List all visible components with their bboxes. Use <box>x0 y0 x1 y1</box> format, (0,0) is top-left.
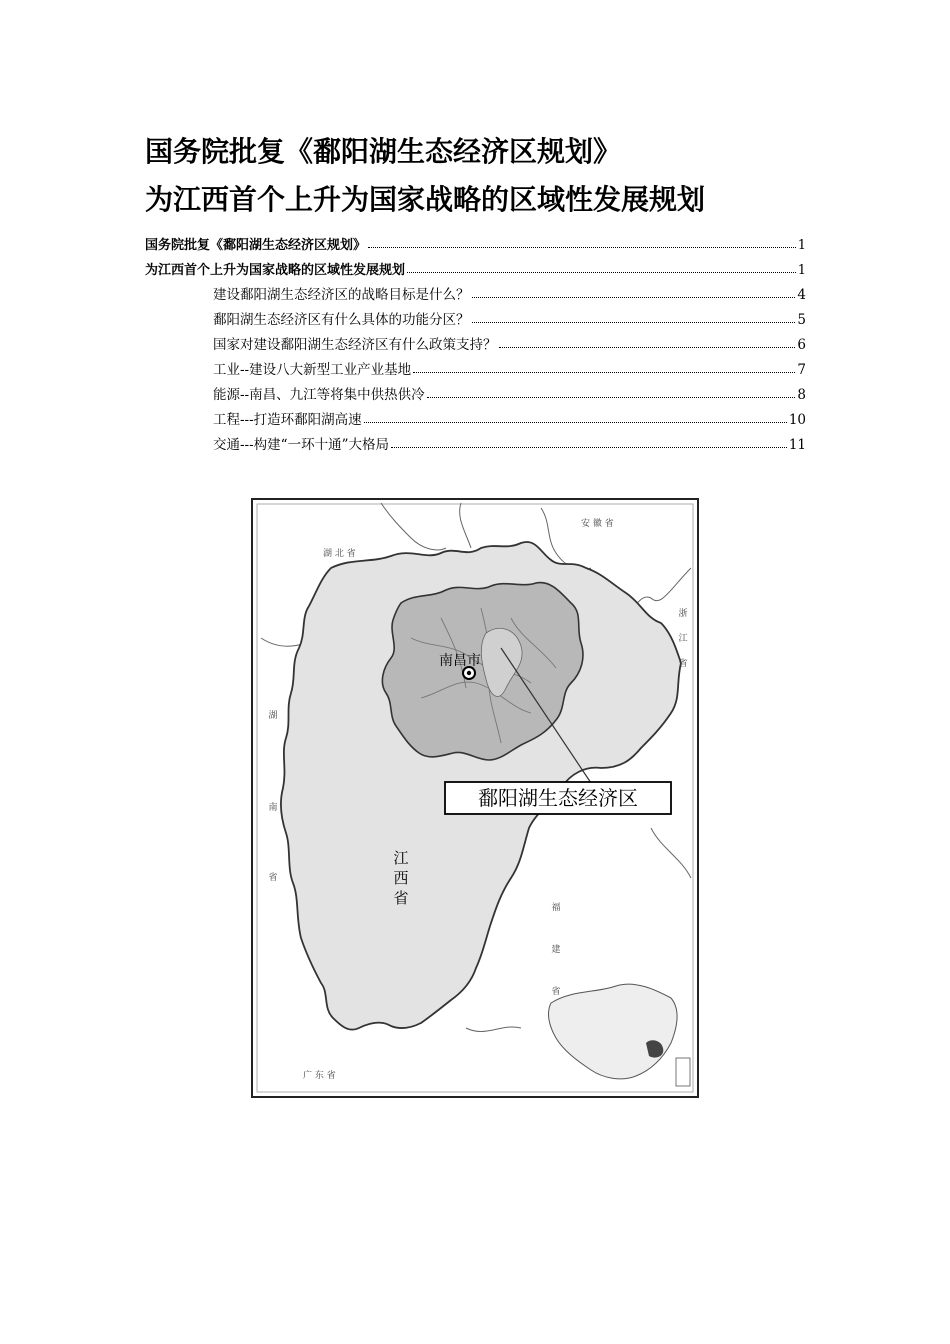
toc-entry[interactable] <box>145 253 806 278</box>
jiangxi-map-figure <box>251 498 699 1098</box>
toc-entry-page: 1 <box>797 238 806 253</box>
toc-entry-text: 建设鄱阳湖生态经济区的战略目标是什么？ <box>213 287 470 303</box>
toc-entry[interactable] <box>145 428 806 453</box>
toc-entry-text: 工程---打造环鄱阳湖高速 <box>213 412 362 428</box>
jiangxi-map <box>251 498 699 1098</box>
toc-entry[interactable] <box>145 403 806 428</box>
province-char: 省 <box>393 889 409 907</box>
province-char: 西 <box>393 869 409 887</box>
toc-entry-text: 国务院批复《鄱阳湖生态经济区规划》 <box>145 238 367 253</box>
neighbor-label-fujian: 福 <box>551 903 561 913</box>
toc-leader <box>407 272 796 273</box>
neighbor-label-hunan: 省 <box>268 873 278 883</box>
toc-entry-text: 工业--建设八大新型工业产业基地 <box>213 362 412 378</box>
neighbor-label-zhejiang: 省 <box>678 659 688 669</box>
toc-leader <box>427 397 796 398</box>
toc-entry-page: 8 <box>797 387 806 403</box>
toc-leader <box>364 422 787 423</box>
toc-entry-text: 国家对建设鄱阳湖生态经济区有什么政策支持？ <box>213 337 497 353</box>
neighbor-label-hunan: 南 <box>268 803 278 813</box>
table-of-contents <box>145 228 806 453</box>
neighbor-label-hubei: 湖 北 省 <box>323 549 356 559</box>
toc-entry-page: 1 <box>797 263 806 278</box>
callout-label: 鄱阳湖生态经济区 <box>478 786 638 810</box>
toc-entry[interactable] <box>145 278 806 303</box>
toc-entry[interactable] <box>145 228 806 253</box>
neighbor-label-zhejiang: 江 <box>678 634 688 644</box>
toc-entry[interactable] <box>145 328 806 353</box>
toc-entry-text: 为江西首个上升为国家战略的区域性发展规划 <box>145 263 406 278</box>
toc-entry-page: 5 <box>797 312 806 328</box>
neighbor-label-zhejiang: 浙 <box>678 609 688 619</box>
toc-leader <box>368 247 796 248</box>
toc-entry-page: 7 <box>797 362 806 378</box>
neighbor-label-fujian: 省 <box>551 987 561 997</box>
city-label: 南昌市 <box>439 653 481 669</box>
toc-entry-text: 鄱阳湖生态经济区有什么具体的功能分区？ <box>213 312 470 328</box>
neighbor-label-hunan: 湖 <box>268 711 278 721</box>
toc-entry-page: 10 <box>788 412 806 428</box>
neighbor-label-anhui: 安 徽 省 <box>581 519 614 529</box>
toc-entry[interactable] <box>145 303 806 328</box>
neighbor-label-fujian: 建 <box>551 945 561 955</box>
toc-leader <box>413 372 795 373</box>
document-subtitle: 为江西首个上升为国家战略的区域性发展规划 <box>145 183 706 216</box>
toc-entry-page: 4 <box>797 287 806 303</box>
toc-entry[interactable] <box>145 378 806 403</box>
toc-leader <box>499 347 796 348</box>
toc-leader <box>472 297 796 298</box>
toc-leader <box>391 447 787 448</box>
toc-entry-page: 11 <box>788 437 806 453</box>
neighbor-label-guangdong: 广 东 省 <box>303 1071 336 1081</box>
toc-entry-page: 6 <box>797 337 806 353</box>
toc-entry-text: 能源--南昌、九江等将集中供热供冷 <box>213 387 425 403</box>
province-char: 江 <box>393 849 409 867</box>
toc-entry-text: 交通---构建“一环十通”大格局 <box>213 437 389 453</box>
document-title: 国务院批复《鄱阳湖生态经济区规划》 <box>145 135 622 168</box>
toc-leader <box>472 322 796 323</box>
toc-entry[interactable] <box>145 353 806 378</box>
